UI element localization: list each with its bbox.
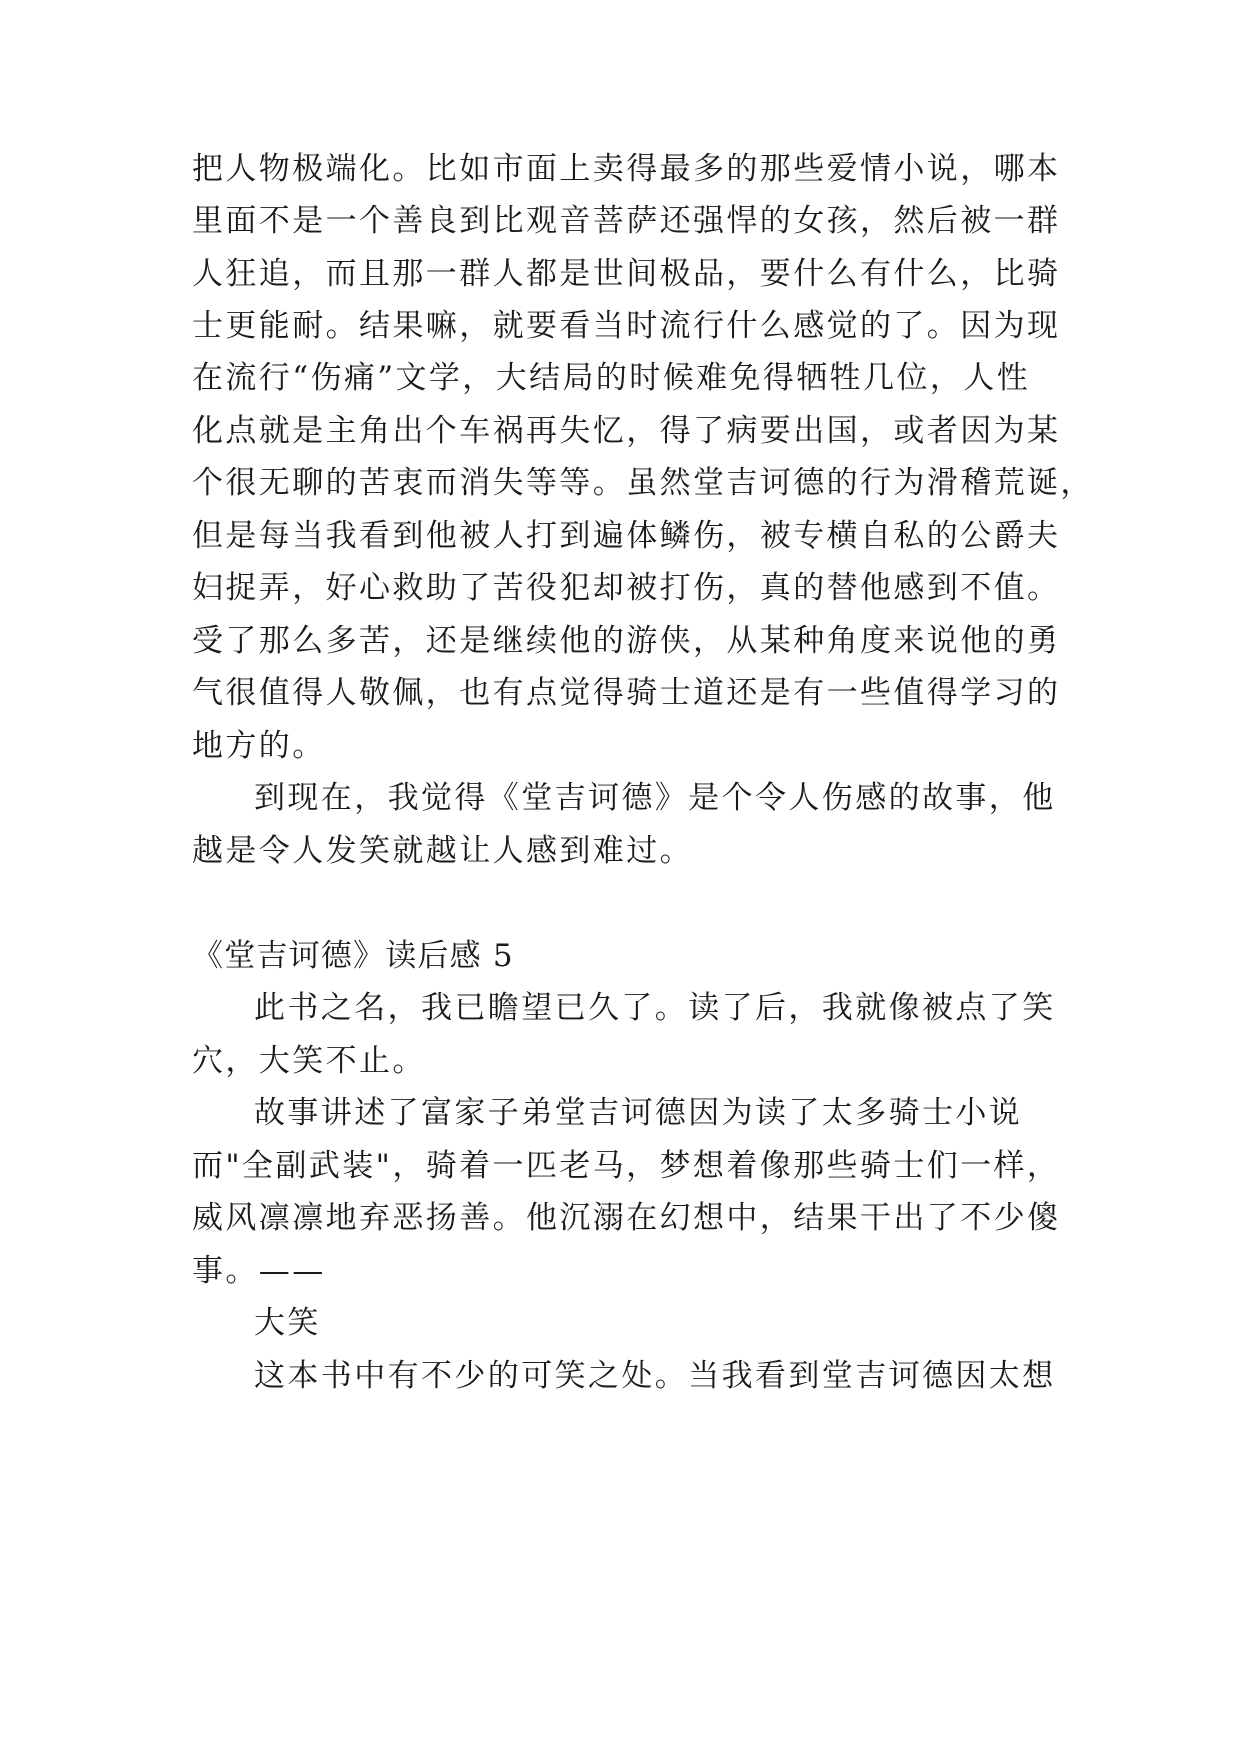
text-line: 受了那么多苦，还是继续他的游侠，从某种角度来说他的勇 xyxy=(192,623,1061,659)
text-line: 化点就是主角出个车祸再失忆，得了病要出国，或者因为某 xyxy=(192,413,1061,449)
text-line: 但是每当我看到他被人打到遍体鳞伤，被专横自私的公爵夫 xyxy=(192,518,1061,554)
text-line: 到现在，我觉得《堂吉诃德》是个令人伤感的故事，他 xyxy=(254,780,1056,816)
text-line: 此书之名，我已瞻望已久了。读了后，我就像被点了笑 xyxy=(254,990,1056,1026)
text-line: 气很值得人敬佩，也有点觉得骑士道还是有一些值得学习的 xyxy=(192,675,1061,711)
text-line: 地方的。 xyxy=(192,728,326,764)
text-line: 人狂追，而且那一群人都是世间极品，要什么有什么，比骑 xyxy=(192,256,1061,292)
text-line: 威风凛凛地弃恶扬善。他沉溺在幻想中，结果干出了不少傻 xyxy=(192,1200,1061,1236)
text-line: 里面不是一个善良到比观音菩萨还强悍的女孩，然后被一群 xyxy=(192,203,1061,239)
text-line: 个很无聊的苦衷而消失等等。虽然堂吉诃德的行为滑稽荒诞， xyxy=(192,465,1094,501)
text-line: 妇捉弄，好心救助了苦役犯却被打伤，真的替他感到不值。 xyxy=(192,570,1061,606)
text-line: 这本书中有不少的可笑之处。当我看到堂吉诃德因太想 xyxy=(254,1358,1056,1394)
text-line: 事。—— xyxy=(192,1253,326,1289)
text-line: 越是令人发笑就越让人感到难过。 xyxy=(192,833,693,869)
text-line: 而"全副武装"，骑着一匹老马，梦想着像那些骑士们一样， xyxy=(192,1148,1061,1184)
text-line: 穴，大笑不止。 xyxy=(192,1043,426,1079)
text-line: 故事讲述了富家子弟堂吉诃德因为读了太多骑士小说 xyxy=(254,1095,1023,1131)
text-line: 在流行“伤痛”文学，大结局的时候难免得牺牲几位，人性 xyxy=(192,360,1031,396)
text-line: 把人物极端化。比如市面上卖得最多的那些爱情小说，哪本 xyxy=(192,151,1061,187)
subheading: 大笑 xyxy=(254,1305,321,1341)
section-title: 《堂吉诃德》读后感 5 xyxy=(192,938,514,974)
text-line: 士更能耐。结果嘛，就要看当时流行什么感觉的了。因为现 xyxy=(192,308,1061,344)
